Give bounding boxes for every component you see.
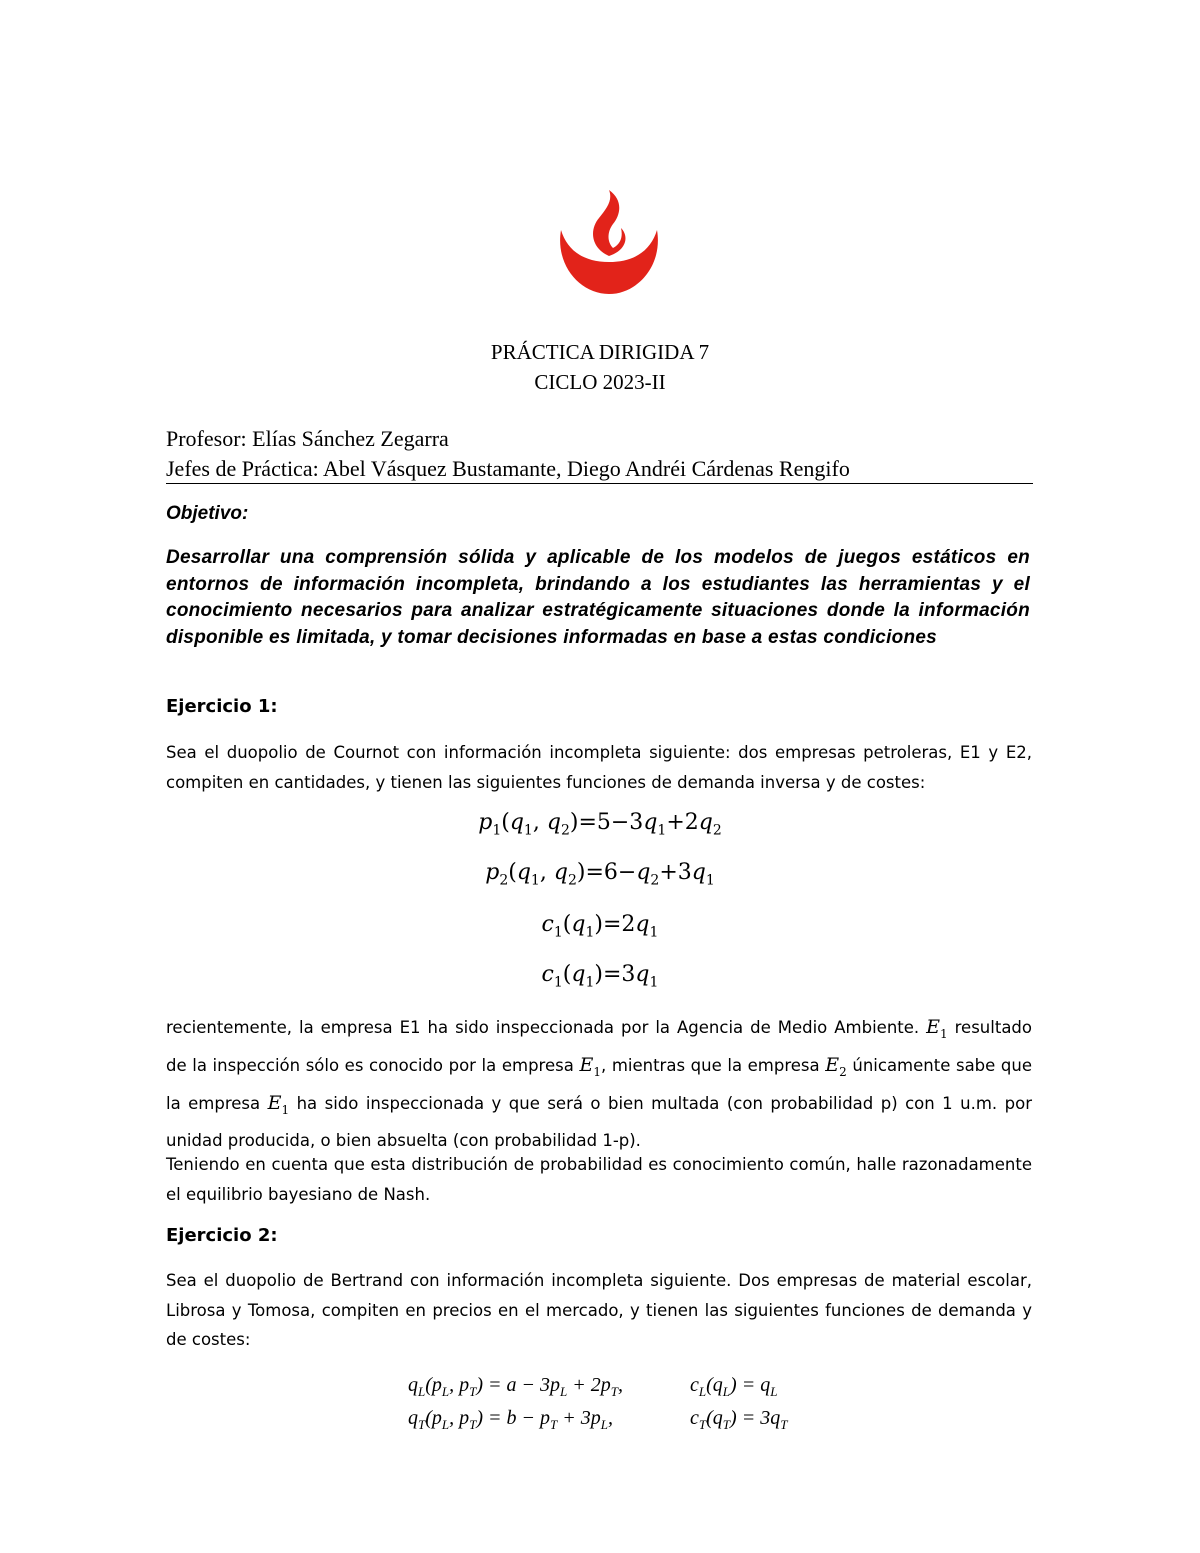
exercise-1-heading: Ejercicio 1: xyxy=(166,696,278,717)
objective-text: Desarrollar una comprensión sólida y aplicable de los modelos de juegos estáticos en entornos de información incompleta, brindando a los estudiantes las herramientas y el conocimiento necesarios para analizar estratégicamente situaciones donde la información disponible es limitada, y tomar decisiones informadas en base a estas condiciones xyxy=(166,547,1030,648)
professor-line: Profesor: Elías Sánchez Zegarra xyxy=(166,426,449,451)
assistants-line: Jefes de Práctica: Abel Vásquez Bustamante, Diego Andréi Cárdenas Rengifo xyxy=(166,456,850,481)
math-e1: $E_1$ xyxy=(267,1091,290,1117)
equation-cL: $c_L(q_L) = q_L$ xyxy=(690,1374,778,1399)
objective-label: Objetivo: xyxy=(166,503,249,524)
exercise-2-heading: Ejercicio 2: xyxy=(166,1225,278,1246)
exercise-1-inspection-paragraph xyxy=(166,1012,1032,1156)
document-cycle: CICLO 2023-II xyxy=(534,370,666,394)
math-e1: $E_1$ xyxy=(926,1016,948,1041)
math-e1: $E_1$ xyxy=(579,1053,601,1079)
equation-qT: $q_T(p_L$, $p_T) = b - p_T + 3p_L$, xyxy=(408,1407,613,1432)
equation-p2: $p_2(q_1$, $q_2)=6-q_2+3q_1$ xyxy=(485,860,715,889)
math-e2: $E_2$ xyxy=(825,1053,847,1079)
equation-c1: $c_1(q_1)=2q_1$ xyxy=(541,912,659,941)
equation-c1-second: $c_1(q_1)=3q_1$ xyxy=(541,962,659,991)
exercise-1-intro: Sea el duopolio de Cournot con información incompleta siguiente: dos empresas petroleras, E1 y E2, compiten en cantidades, y tienen las siguientes funciones de demanda inversa y de costes: xyxy=(166,743,1032,792)
equation-cT: $c_T(q_T) = 3q_T$ xyxy=(690,1407,788,1432)
text-segment: resultado de la inspección sólo es conocido por la empresa xyxy=(166,1018,1032,1075)
equation-qL: $q_L(p_L$, $p_T) = a - 3p_L + 2p_T$, xyxy=(408,1374,623,1399)
document-title: PRÁCTICA DIRIGIDA 7 xyxy=(490,340,710,364)
exercise-2-intro: Sea el duopolio de Bertrand con información incompleta siguiente. Dos empresas de material escolar, Librosa y Tomosa, compiten en precios en el mercado, y tienen las siguientes funciones de demanda y de costes: xyxy=(166,1271,1032,1349)
equation-p1: $p_1(q_1$, $q_2)=5-3q_1+2q_2$ xyxy=(478,810,722,839)
text-segment: recientemente, la empresa E1 ha sido inspeccionada por la Agencia de Medio Ambiente. xyxy=(166,1018,927,1037)
text-segment: ha sido inspeccionada y que será o bien multada (con probabilidad p) con 1 u.m. por unidad producida, o bien absuelta (con probabilidad 1-p). xyxy=(166,1093,1032,1151)
text-segment: únicamente sabe que la empresa xyxy=(166,1055,1032,1113)
exercise-1-question: Teniendo en cuenta que esta distribución de probabilidad es conocimiento común, halle razonadamente el equilibrio bayesiano de Nash. xyxy=(166,1155,1032,1204)
text-segment: , mientras que la empresa xyxy=(600,1055,826,1075)
header-divider xyxy=(166,483,1033,484)
upc-flame-logo-icon xyxy=(555,190,663,294)
